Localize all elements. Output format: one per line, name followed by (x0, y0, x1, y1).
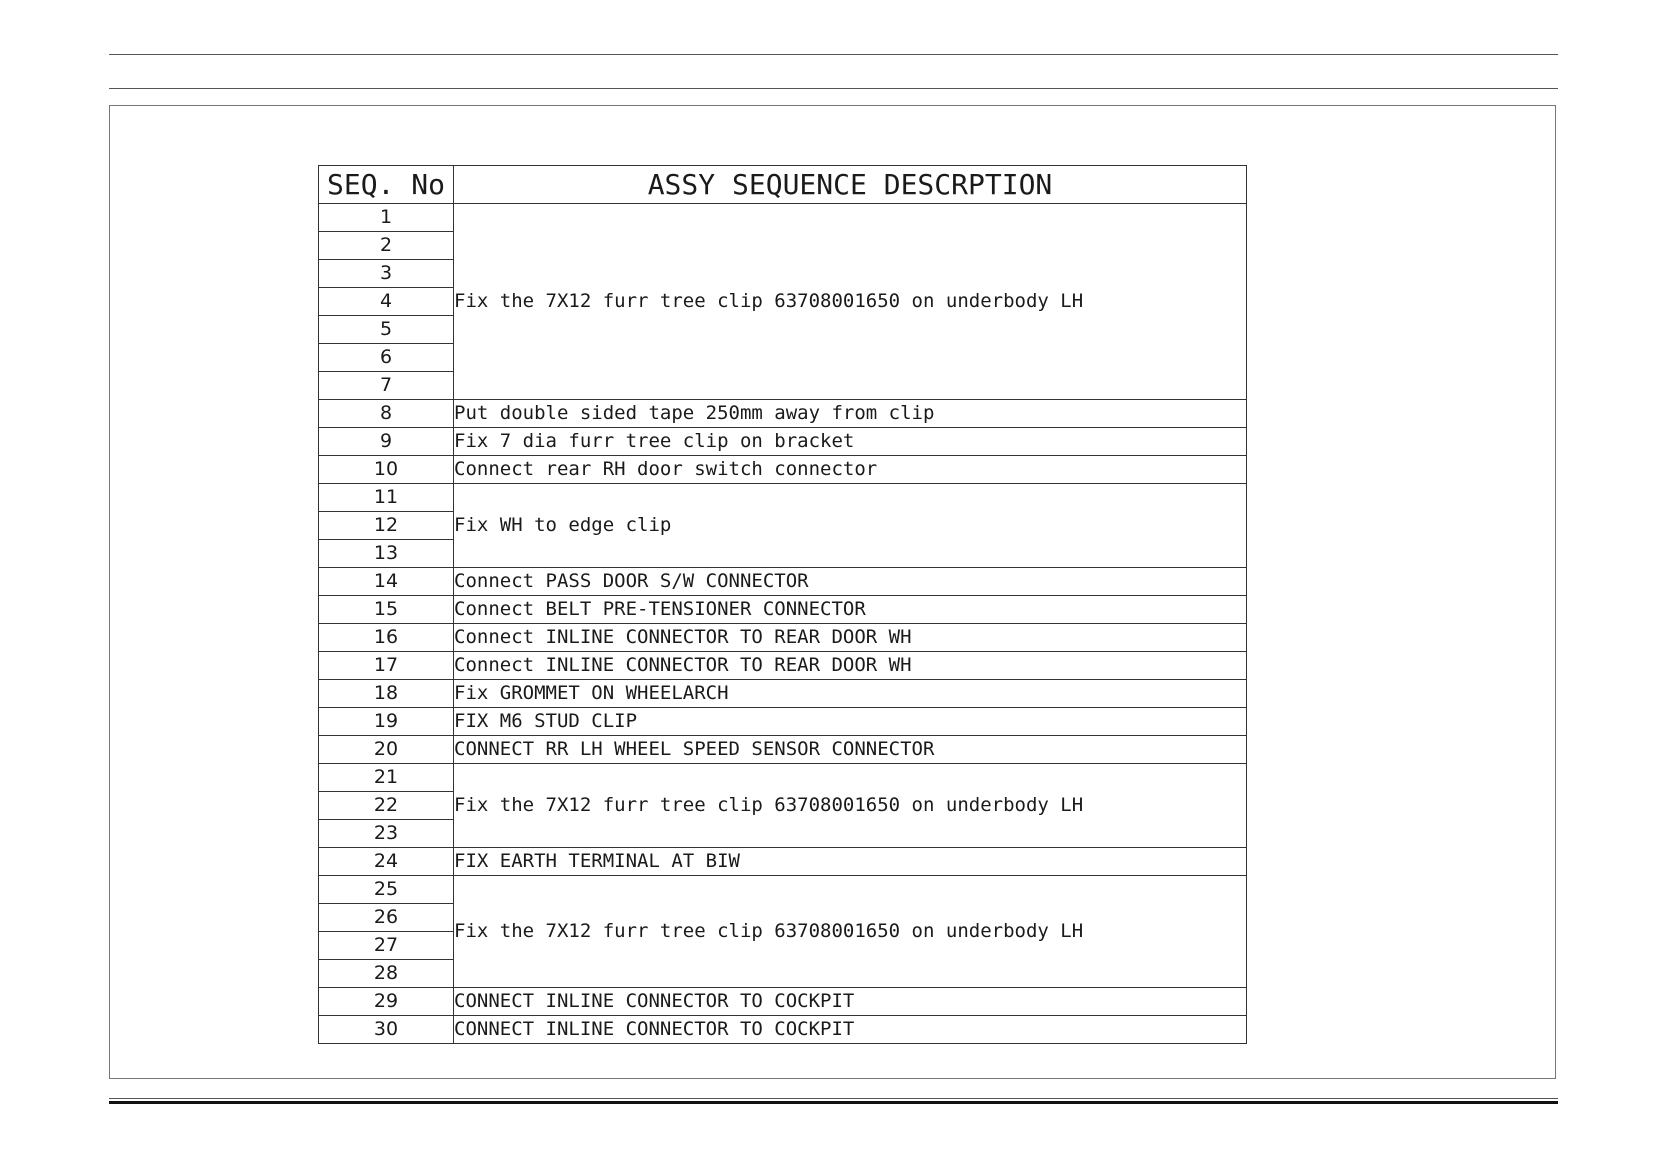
seq-number-cell: 6 (319, 344, 454, 372)
description-cell: Connect INLINE CONNECTOR TO REAR DOOR WH (454, 624, 1247, 652)
top-rule-1 (109, 54, 1558, 55)
seq-number-cell: 16 (319, 624, 454, 652)
seq-number-cell: 17 (319, 652, 454, 680)
seq-number-cell: 20 (319, 736, 454, 764)
seq-number-cell: 13 (319, 540, 454, 568)
table-row (319, 988, 1247, 1016)
seq-number-cell: 23 (319, 820, 454, 848)
description-cell: CONNECT RR LH WHEEL SPEED SENSOR CONNECTOR (454, 736, 1247, 764)
description-cell: Connect INLINE CONNECTOR TO REAR DOOR WH (454, 652, 1247, 680)
description-cell: FIX M6 STUD CLIP (454, 708, 1247, 736)
description-header: ASSY SEQUENCE DESCRPTION (454, 166, 1247, 204)
table-body (319, 204, 1247, 1044)
seq-number-cell: 24 (319, 848, 454, 876)
seq-number-cell: 22 (319, 792, 454, 820)
description-cell: Connect BELT PRE-TENSIONER CONNECTOR (454, 596, 1247, 624)
table-row (319, 764, 1247, 792)
seq-number-cell: 26 (319, 904, 454, 932)
seq-number-cell: 28 (319, 960, 454, 988)
table-row (319, 680, 1247, 708)
table-row (319, 484, 1247, 512)
seq-number-cell: 19 (319, 708, 454, 736)
seq-number-cell: 30 (319, 1016, 454, 1044)
bottom-double-rule (109, 1098, 1558, 1104)
seq-number-cell: 11 (319, 484, 454, 512)
description-cell: CONNECT INLINE CONNECTOR TO COCKPIT (454, 1016, 1247, 1044)
seq-number-cell: 7 (319, 372, 454, 400)
seq-number-cell: 15 (319, 596, 454, 624)
table-row (319, 428, 1247, 456)
description-cell: Fix the 7X12 furr tree clip 63708001650 on underbody LH (454, 764, 1247, 848)
seq-number-cell: 14 (319, 568, 454, 596)
table-row (319, 204, 1247, 232)
description-cell: Fix the 7X12 furr tree clip 63708001650 on underbody LH (454, 204, 1247, 400)
seq-number-cell: 18 (319, 680, 454, 708)
description-cell: Fix 7 dia furr tree clip on bracket (454, 428, 1247, 456)
seq-number-cell: 29 (319, 988, 454, 1016)
seq-number-cell: 12 (319, 512, 454, 540)
table-row (319, 652, 1247, 680)
table-row (319, 596, 1247, 624)
table-row (319, 456, 1247, 484)
table-row (319, 736, 1247, 764)
table-row (319, 708, 1247, 736)
table-row (319, 876, 1247, 904)
seq-number-cell: 4 (319, 288, 454, 316)
table-row (319, 400, 1247, 428)
description-cell: Fix GROMMET ON WHEELARCH (454, 680, 1247, 708)
description-cell: Fix WH to edge clip (454, 484, 1247, 568)
seq-number-cell: 27 (319, 932, 454, 960)
table-row (319, 568, 1247, 596)
seq-number-cell: 3 (319, 260, 454, 288)
description-cell: Connect PASS DOOR S/W CONNECTOR (454, 568, 1247, 596)
description-cell: FIX EARTH TERMINAL AT BIW (454, 848, 1247, 876)
table-header-row (319, 166, 1247, 204)
seq-number-cell: 2 (319, 232, 454, 260)
seq-no-header: SEQ. No (319, 166, 454, 204)
description-cell: CONNECT INLINE CONNECTOR TO COCKPIT (454, 988, 1247, 1016)
seq-number-cell: 21 (319, 764, 454, 792)
seq-number-cell: 10 (319, 456, 454, 484)
seq-number-cell: 8 (319, 400, 454, 428)
table-row (319, 624, 1247, 652)
table-row (319, 1016, 1247, 1044)
description-cell: Connect rear RH door switch connector (454, 456, 1247, 484)
table-row (319, 848, 1247, 876)
seq-number-cell: 9 (319, 428, 454, 456)
seq-number-cell: 1 (319, 204, 454, 232)
seq-number-cell: 25 (319, 876, 454, 904)
description-cell: Put double sided tape 250mm away from clip (454, 400, 1247, 428)
seq-number-cell: 5 (319, 316, 454, 344)
description-cell: Fix the 7X12 furr tree clip 63708001650 on underbody LH (454, 876, 1247, 988)
top-rule-2 (109, 88, 1558, 89)
assy-sequence-table (318, 165, 1247, 1044)
